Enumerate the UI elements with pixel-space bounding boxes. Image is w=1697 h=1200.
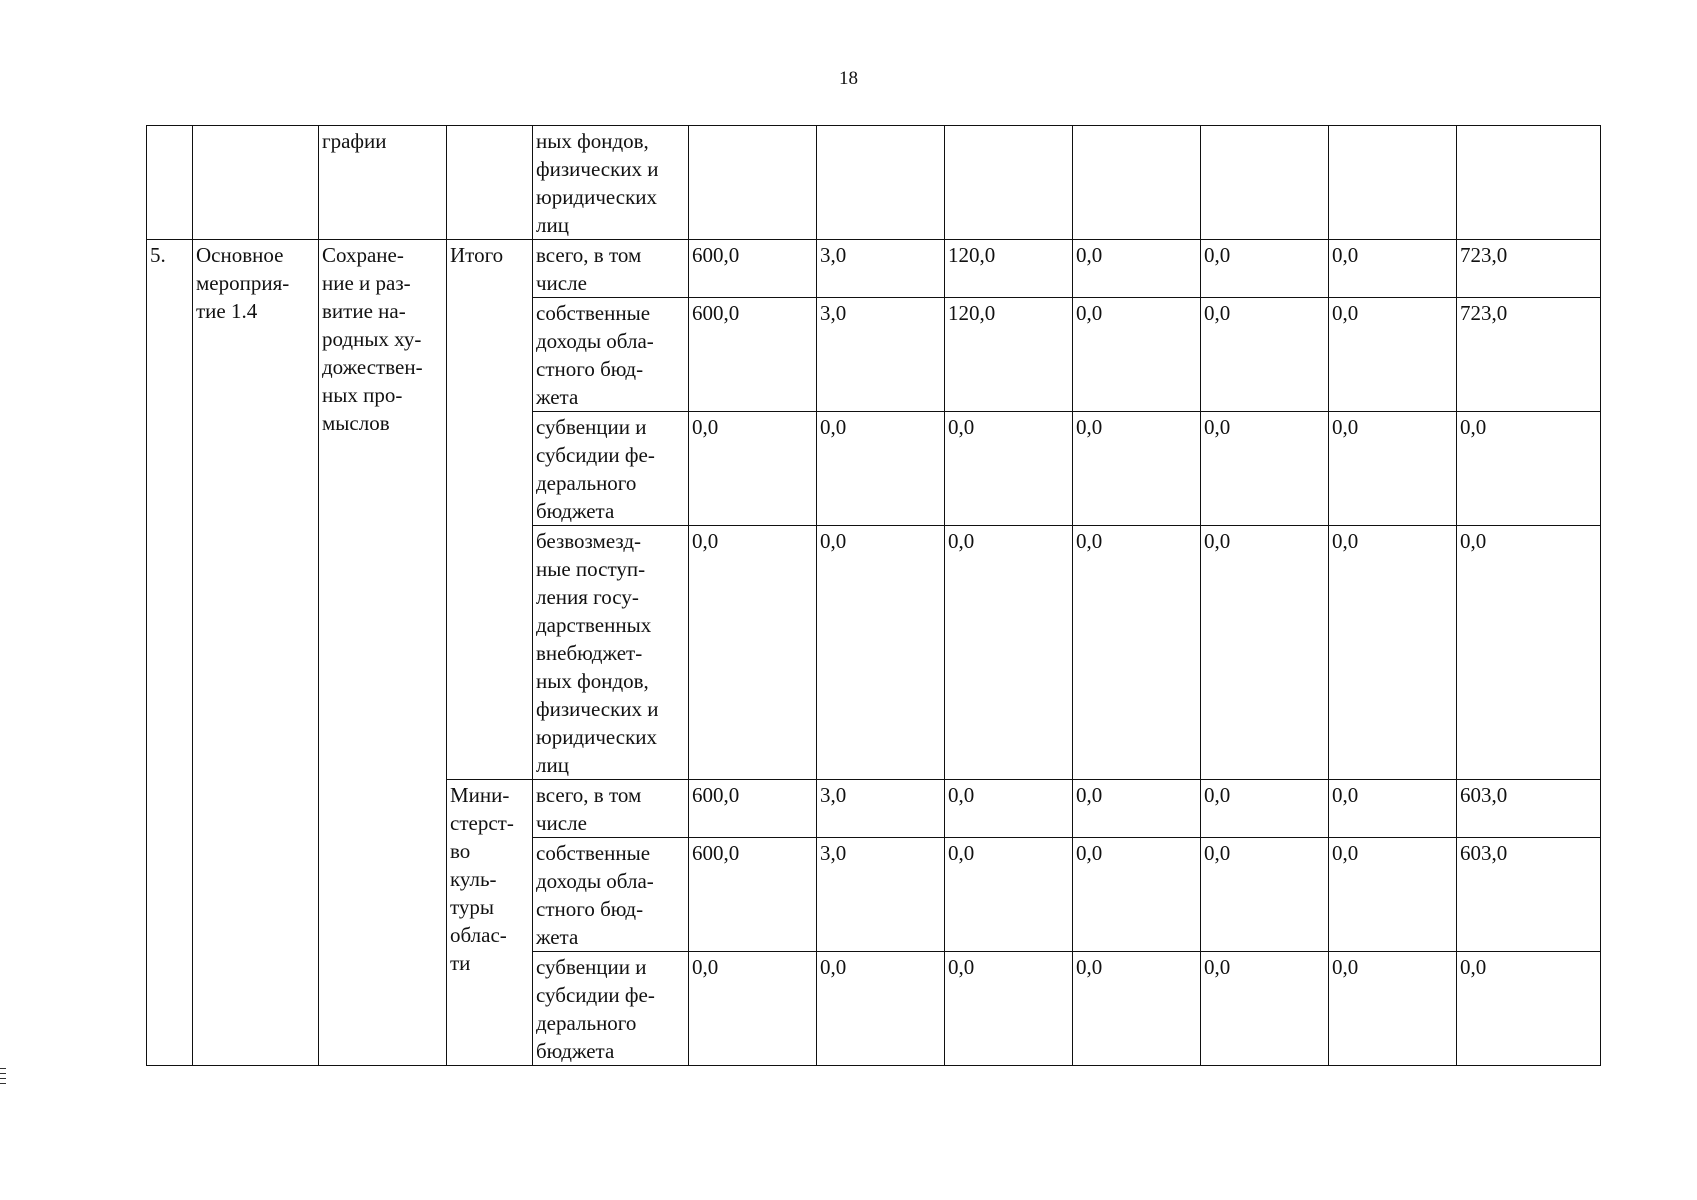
cell-executor: Мини- стерст- во куль- туры облас- ти [447, 780, 533, 1066]
cell-value: 0,0 [1201, 838, 1329, 952]
cell-funding-source: ных фондов, физических и юридических лиц [533, 126, 689, 240]
cell-value: 0,0 [817, 412, 945, 526]
cell-funding-source: безвозмезд- ные поступ- ления госу- дарственных внебюджет- ных фондов, физических и юридических лиц [533, 526, 689, 780]
cell-funding-source: собственные доходы обла- стного бюд- жета [533, 838, 689, 952]
cell-value: 0,0 [1457, 412, 1601, 526]
scan-edge-marks [0, 1068, 6, 1088]
cell-funding-source: всего, в том числе [533, 780, 689, 838]
cell-value: 0,0 [945, 526, 1073, 780]
cell-value: 600,0 [689, 298, 817, 412]
cell-name: Сохране- ние и раз- витие на- родных ху- дожествен- ных про- мыслов [319, 240, 447, 1066]
cell-value: 0,0 [1201, 780, 1329, 838]
cell-activity [193, 126, 319, 240]
cell-value [1073, 126, 1201, 240]
page-number: 18 [839, 68, 858, 89]
cell-value: 0,0 [1073, 298, 1201, 412]
cell-value: 0,0 [1329, 298, 1457, 412]
cell-executor: Итого [447, 240, 533, 780]
cell-value: 0,0 [1073, 240, 1201, 298]
cell-value: 3,0 [817, 240, 945, 298]
cell-executor [447, 126, 533, 240]
cell-value: 3,0 [817, 780, 945, 838]
cell-value: 0,0 [1073, 780, 1201, 838]
table-row [147, 240, 1601, 298]
cell-value: 0,0 [1201, 298, 1329, 412]
cell-value [817, 126, 945, 240]
budget-table [146, 125, 1601, 1066]
cell-value [1457, 126, 1601, 240]
cell-value: 600,0 [689, 240, 817, 298]
cell-value: 723,0 [1457, 240, 1601, 298]
cell-number [147, 126, 193, 240]
cell-value: 0,0 [1201, 412, 1329, 526]
cell-value: 0,0 [945, 838, 1073, 952]
cell-value: 0,0 [1201, 952, 1329, 1066]
cell-value: 0,0 [817, 526, 945, 780]
cell-value: 120,0 [945, 240, 1073, 298]
cell-value: 0,0 [689, 526, 817, 780]
cell-number: 5. [147, 240, 193, 1066]
cell-value: 0,0 [945, 780, 1073, 838]
cell-activity: Основное мероприя- тие 1.4 [193, 240, 319, 1066]
cell-name: графии [319, 126, 447, 240]
cell-value: 0,0 [945, 952, 1073, 1066]
cell-value: 600,0 [689, 780, 817, 838]
cell-value: 0,0 [1073, 526, 1201, 780]
cell-value [1329, 126, 1457, 240]
cell-value: 0,0 [1073, 838, 1201, 952]
cell-value: 0,0 [1073, 412, 1201, 526]
cell-value: 0,0 [1201, 240, 1329, 298]
cell-value [945, 126, 1073, 240]
cell-funding-source: собственные доходы обла- стного бюд- жета [533, 298, 689, 412]
cell-value: 0,0 [1457, 526, 1601, 780]
cell-funding-source: субвенции и субсидии фе- дерального бюджета [533, 952, 689, 1066]
cell-value: 0,0 [1073, 952, 1201, 1066]
cell-value: 120,0 [945, 298, 1073, 412]
cell-value: 0,0 [1329, 526, 1457, 780]
cell-value: 0,0 [1329, 780, 1457, 838]
cell-value: 3,0 [817, 298, 945, 412]
cell-value: 603,0 [1457, 780, 1601, 838]
cell-value: 0,0 [817, 952, 945, 1066]
table-row-continuation [147, 126, 1601, 240]
cell-value: 603,0 [1457, 838, 1601, 952]
cell-value [689, 126, 817, 240]
cell-funding-source: всего, в том числе [533, 240, 689, 298]
cell-value: 600,0 [689, 838, 817, 952]
cell-value: 0,0 [1457, 952, 1601, 1066]
cell-value: 0,0 [1329, 240, 1457, 298]
cell-value: 0,0 [1201, 526, 1329, 780]
cell-value: 723,0 [1457, 298, 1601, 412]
cell-value: 0,0 [689, 412, 817, 526]
cell-value [1201, 126, 1329, 240]
cell-value: 0,0 [945, 412, 1073, 526]
cell-value: 0,0 [1329, 838, 1457, 952]
cell-funding-source: субвенции и субсидии фе- дерального бюджета [533, 412, 689, 526]
cell-value: 0,0 [689, 952, 817, 1066]
cell-value: 0,0 [1329, 952, 1457, 1066]
cell-value: 3,0 [817, 838, 945, 952]
cell-value: 0,0 [1329, 412, 1457, 526]
